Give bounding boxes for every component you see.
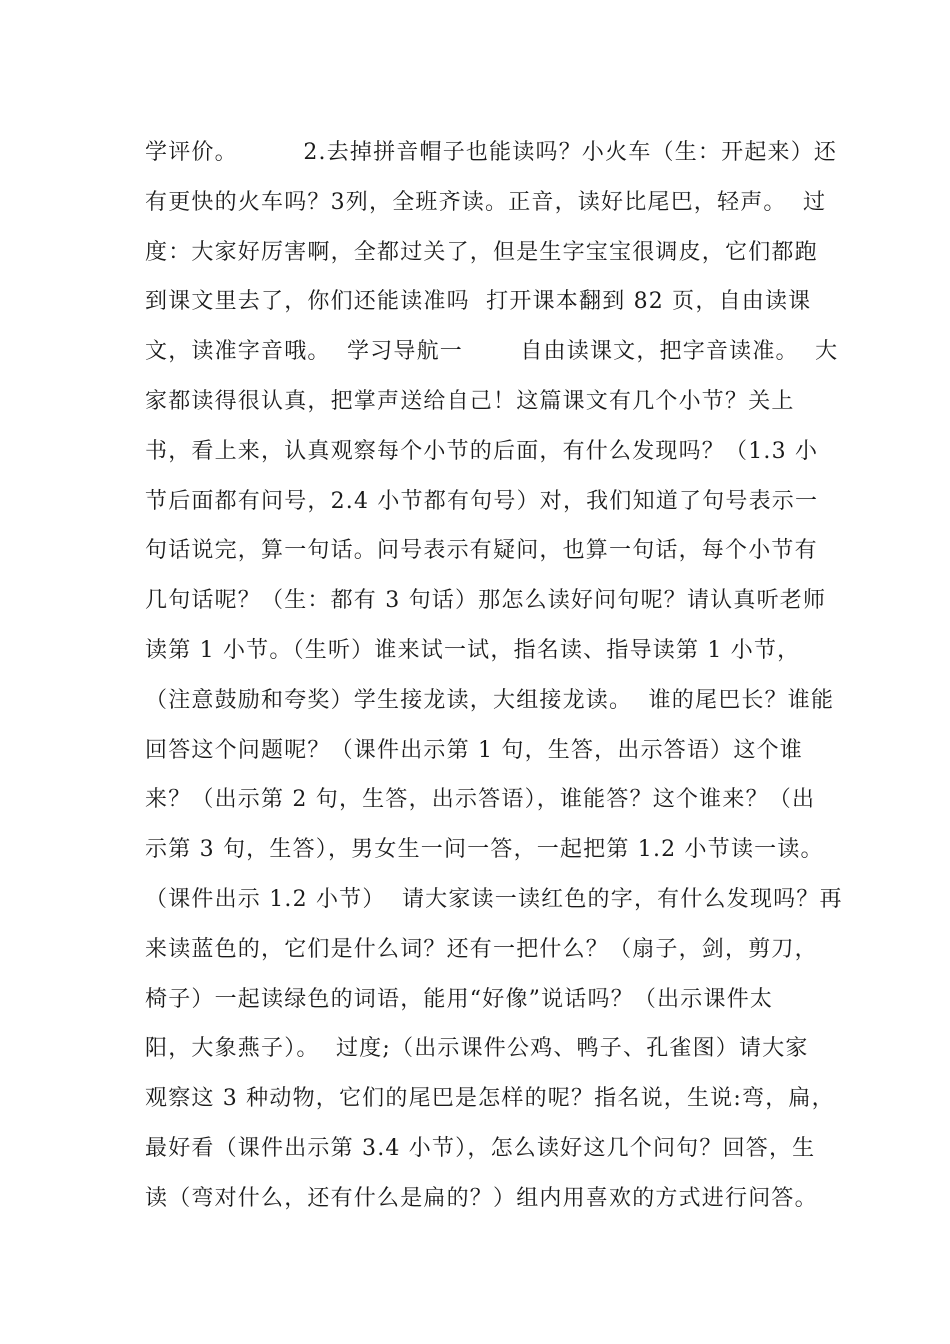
text-line: 来？（出示第 2 句，生答，出示答语），谁能答？这个谁来？（出 [145, 787, 816, 813]
text-line: 读第 1 小节。（生听）谁来试一试，指名读、指导读第 1 小节， [145, 637, 801, 663]
text-line: 回答这个问题呢？（课件出示第 1 句，生答，出示答语）这个谁 [145, 737, 803, 763]
text-line: 节后面都有问号，2.4 小节都有句号）对，我们知道了句号表示一 [145, 488, 819, 514]
text-line: 观察这 3 种动物，它们的尾巴是怎样的呢？指名说，生说:弯，扁， [145, 1086, 835, 1112]
text-line: 书，看上来，认真观察每个小节的后面，有什么发现吗？（1.3 小 [145, 438, 819, 464]
text-line: 阳，大象燕子）。 过度;（出示课件公鸡、鸭子、孔雀图）请大家 [145, 1036, 809, 1062]
text-line: 来读蓝色的，它们是什么词？还有一把什么？（扇子，剑，剪刀， [145, 936, 818, 962]
text-line: 有更快的火车吗？3列，全班齐读。正音，读好比尾巴，轻声。 过 [145, 189, 827, 215]
text-line: （课件出示 1.2 小节） 请大家读一读红色的字，有什么发现吗？再 [145, 886, 843, 912]
text-line: 句话说完，算一句话。问号表示有疑问，也算一句话，每个小节有 [145, 538, 818, 564]
text-line: 读（弯对什么，还有什么是扁的？）组内用喜欢的方式进行问答。 [145, 1185, 818, 1211]
text-line: 几句话呢？（生：都有 3 句话）那怎么读好问句呢？请认真听老师 [145, 588, 827, 614]
text-line: 最好看（课件出示第 3.4 小节），怎么读好这几个问句？回答，生 [145, 1135, 816, 1161]
text-line: 文，读准字音哦。 学习导航一 自由读课文，把字音读准。 大 [145, 339, 839, 365]
body-text [145, 134, 843, 1230]
text-line: 示第 3 句，生答），男女生一问一答，一起把第 1.2 小节读一读。 [145, 837, 824, 863]
text-line: 到课文里去了，你们还能读准吗 打开课本翻到 82 页，自由读课 [145, 289, 812, 315]
text-line: 度：大家好厉害啊，全都过关了，但是生字宝宝很调皮，它们都跑 [145, 239, 818, 265]
text-line: 家都读得很认真，把掌声送给自己！这篇课文有几个小节？关上 [145, 388, 795, 414]
text-line: 椅子）一起读绿色的词语，能用“好像”说话吗？（出示课件太 [145, 986, 774, 1012]
text-line: （注意鼓励和夸奖）学生接龙读，大组接龙读。 谁的尾巴长？谁能 [145, 687, 835, 713]
text-line: 学评价。 2.去掉拼音帽子也能读吗？小火车（生：开起来）还 [145, 140, 838, 165]
